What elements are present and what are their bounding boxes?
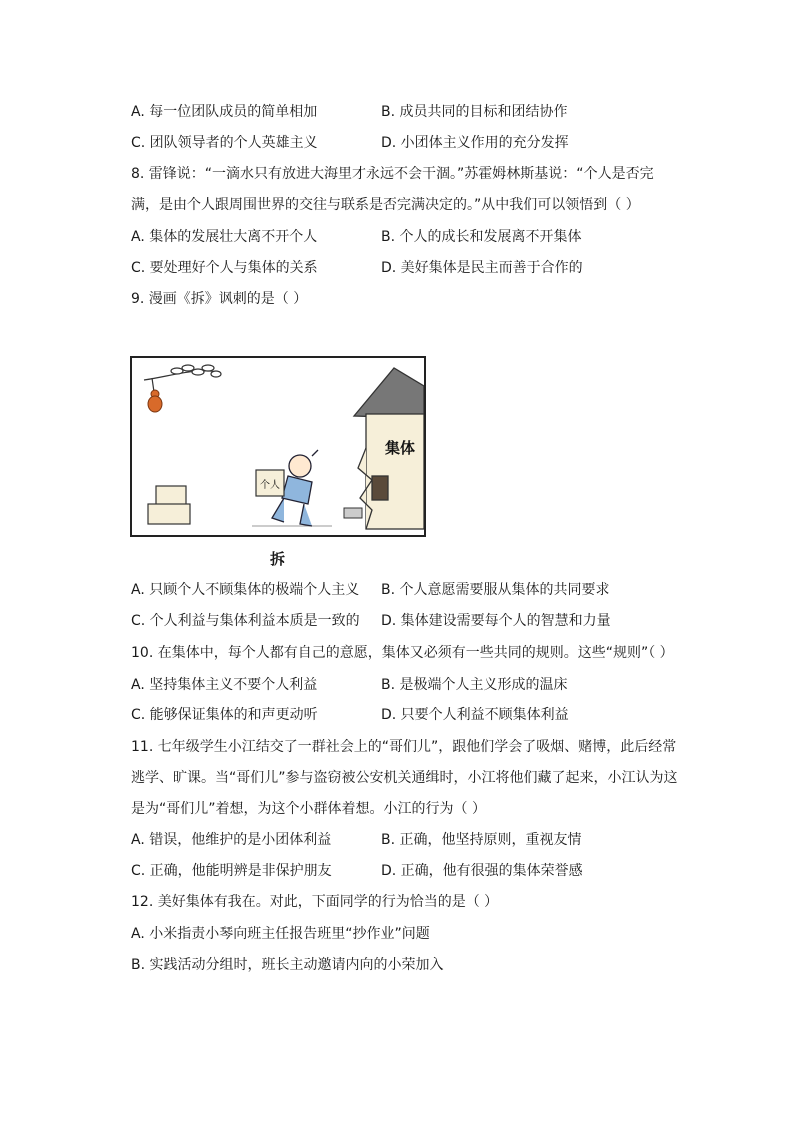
q7-option-d: D. 小团体主义作用的充分发挥 [381,135,569,151]
q11-option-d: D. 正确，他有很强的集体荣誉感 [381,863,583,879]
cartoon-image [130,356,426,537]
q9-option-c: C. 个人利益与集体利益本质是一致的 [131,613,360,629]
loose-brick [344,508,362,518]
q9-option-b: B. 个人意愿需要服从集体的共同要求 [381,582,610,598]
box-label: 个人 [260,480,280,491]
cartoon-drawing [132,358,424,535]
q11-option-c: C. 正确，他能明辨是非保护朋友 [131,863,332,879]
q10-option-b: B. 是极端个人主义形成的温床 [381,677,568,693]
q9-option-d: D. 集体建设需要每个人的智慧和力量 [381,613,611,629]
q8-stem-line1: 8. 雷锋说：“一滴水只有放进大海里才永远不会干涸。”苏霍姆林斯基说：“个人是否完 [131,166,654,182]
q12-stem: 12. 美好集体有我在。对此，下面同学的行为恰当的是（ ） [131,894,499,910]
bricks-illustration [148,486,190,524]
q10-option-d: D. 只要个人利益不顾集体利益 [381,707,569,723]
q11-stem-line3: 是为“哥们儿”着想，为这个小群体着想。小江的行为（ ） [131,801,486,817]
q8-option-c: C. 要处理好个人与集体的关系 [131,260,318,276]
q8-option-b: B. 个人的成长和发展离不开集体 [381,229,582,245]
q10-option-a: A. 坚持集体主义不要个人利益 [131,677,318,693]
q11-stem-line2: 逃学、旷课。当“哥们儿”参与盗窃被公安机关通缉时，小江将他们藏了起来，小江认为这 [131,770,678,786]
q9-option-a: A. 只顾个人不顾集体的极端个人主义 [131,582,360,598]
q11-option-a: A. 错误，他维护的是小团体利益 [131,832,332,848]
cartoon-caption: 拆 [270,550,286,568]
q12-option-b: B. 实践活动分组时，班长主动邀请内向的小荣加入 [131,957,444,973]
q8-option-d: D. 美好集体是民主而善于合作的 [381,260,583,276]
q9-stem: 9. 漫画《拆》讽刺的是（ ） [131,291,308,307]
q10-stem: 10. 在集体中，每个人都有自己的意愿，集体又必须有一些共同的规则。这些“规则”（ ） [131,645,674,661]
q10-option-c: C. 能够保证集体的和声更动听 [131,707,318,723]
q7-option-b: B. 成员共同的目标和团结协作 [381,104,568,120]
q12-option-a: A. 小米指责小琴向班主任报告班里“抄作业”问题 [131,926,430,942]
q8-option-a: A. 集体的发展壮大离不开个人 [131,229,318,245]
q8-stem-line2: 满，是由个人跟周围世界的交往与联系是否完满决定的。”从中我们可以领悟到（ ） [131,197,640,213]
q7-option-c: C. 团队领导者的个人英雄主义 [131,135,318,151]
q11-option-b: B. 正确，他坚持原则，重视友情 [381,832,582,848]
q11-stem-line1: 11. 七年级学生小江结交了一群社会上的“哥们儿”，跟他们学会了吸烟、赌博，此后经常 [131,739,677,755]
q7-option-a: A. 每一位团队成员的简单相加 [131,104,318,120]
building-label: 集体 [384,439,416,457]
gourd-illustration [148,390,162,412]
branch-illustration [144,365,221,392]
